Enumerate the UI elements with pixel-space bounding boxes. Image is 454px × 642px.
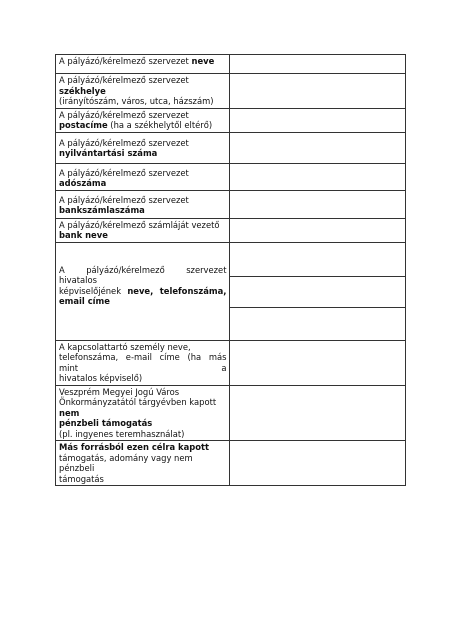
- label-line: [59, 75, 226, 96]
- value-cell-other-source-support[interactable]: [230, 441, 406, 486]
- form-row-bank-account-number: [56, 190, 406, 218]
- label-cell: [56, 132, 230, 163]
- label-cell: [56, 190, 230, 218]
- label-cell: [56, 163, 230, 190]
- label-line: [59, 397, 226, 418]
- label-line: [59, 110, 226, 121]
- label-cell: [56, 218, 230, 242]
- label-line: [59, 474, 226, 485]
- label-text: Önkormányzatától tárgyévben kapott: [59, 397, 217, 407]
- value-cell-contact-person[interactable]: [230, 340, 406, 385]
- label-line: [59, 352, 226, 373]
- label-text: képviselőjének: [59, 285, 128, 296]
- label-text: A pályázó/kérelmező szervezet: [59, 109, 189, 120]
- label-text: A pályázó/kérelmező szervezet hivatalos: [59, 264, 227, 285]
- label-text-bold: nem: [59, 407, 80, 418]
- value-cell-tax-number[interactable]: [230, 163, 406, 190]
- label-line: [59, 286, 226, 297]
- label-line: [59, 148, 226, 159]
- label-text: (irányítószám, város, utca, házszám): [59, 96, 214, 106]
- label-line: [59, 205, 226, 216]
- label-text-bold: adószáma: [59, 178, 107, 188]
- label-text: A pályázó/kérelmező számláját vezető: [59, 219, 220, 230]
- label-line: [59, 220, 226, 231]
- label-text-bold: nyilvántartási száma: [59, 148, 158, 158]
- application-form-table: [55, 54, 406, 486]
- label-cell: [56, 340, 230, 385]
- value-cell-non-monetary-support[interactable]: [230, 385, 406, 441]
- label-text-bold: neve: [191, 56, 215, 66]
- form-row-bank-name: [56, 218, 406, 242]
- label-line: [59, 296, 226, 307]
- label-text-bold: székhelye: [59, 85, 106, 96]
- label-text: A pályázó/kérelmező szervezet: [59, 75, 189, 85]
- label-line: [59, 387, 226, 398]
- label-text: támogatás: [59, 473, 104, 484]
- form-row-registration-number: [56, 132, 406, 163]
- label-line: [59, 265, 226, 286]
- label-text: (pl. ingyenes teremhasználat): [59, 428, 185, 439]
- value-cell-representative-name[interactable]: [230, 242, 406, 276]
- label-line: [59, 138, 226, 149]
- label-cell: [56, 55, 230, 74]
- value-cell-registered-seat[interactable]: [230, 74, 406, 109]
- label-text-bold: neve, telefonszáma,: [127, 285, 227, 296]
- label-text-bold: Más forrásból ezen célra kapott: [59, 442, 210, 452]
- value-cell-bank-account-number[interactable]: [230, 190, 406, 218]
- form-row-postal-address: [56, 108, 406, 132]
- value-cell-postal-address[interactable]: [230, 108, 406, 132]
- value-cell-organization-name[interactable]: [230, 55, 406, 74]
- label-text-bold: email címe: [59, 296, 110, 306]
- label-text: Veszprém Megyei Jogú Város: [59, 386, 180, 397]
- label-line: [59, 373, 226, 384]
- label-text: támogatás, adomány vagy nem pénzbeli: [59, 452, 193, 473]
- label-line: [59, 96, 226, 107]
- label-text: A kapcsolattartó személy neve,: [59, 341, 191, 352]
- form-row-tax-number: [56, 163, 406, 190]
- label-text: (ha a székhelytől eltérő): [107, 120, 213, 130]
- label-cell: [56, 108, 230, 132]
- label-cell: [56, 242, 230, 340]
- label-cell: [56, 74, 230, 109]
- label-text-bold: bank neve: [59, 230, 108, 240]
- label-line: [59, 168, 226, 189]
- label-text: A pályázó/kérelmező szervezet: [59, 137, 189, 148]
- label-text: A pályázó/kérelmező szervezet: [59, 167, 189, 178]
- label-text-bold: bankszámlaszáma: [59, 205, 145, 215]
- label-text: telefonszáma, e-mail címe (ha más mint a: [59, 352, 227, 373]
- label-line: [59, 418, 226, 429]
- form-row-contact-person: [56, 340, 406, 385]
- label-line: [59, 195, 226, 206]
- label-line: [59, 342, 226, 353]
- label-text: A pályázó/kérelmező szervezet: [59, 56, 192, 66]
- label-line: [59, 230, 226, 241]
- label-line: [59, 429, 226, 440]
- form-row-representative: [56, 242, 406, 276]
- value-cell-representative-phone[interactable]: [230, 276, 406, 307]
- form-row-organization-name: [56, 55, 406, 74]
- label-cell: [56, 385, 230, 441]
- value-cell-registration-number[interactable]: [230, 132, 406, 163]
- label-line: [59, 120, 226, 131]
- label-line: [59, 453, 226, 474]
- form-row-other-source-support: [56, 441, 406, 486]
- form-row-registered-seat: [56, 74, 406, 109]
- form-row-non-monetary-support: [56, 385, 406, 441]
- label-cell: [56, 441, 230, 486]
- label-text: A pályázó/kérelmező szervezet: [59, 194, 189, 205]
- value-cell-representative-email[interactable]: [230, 307, 406, 340]
- label-text-bold: pénzbeli támogatás: [59, 418, 153, 428]
- label-line: [59, 56, 226, 67]
- label-text-bold: postacíme: [59, 120, 108, 130]
- label-text: hivatalos képviselő): [59, 373, 143, 383]
- label-line: [59, 442, 226, 453]
- value-cell-bank-name[interactable]: [230, 218, 406, 242]
